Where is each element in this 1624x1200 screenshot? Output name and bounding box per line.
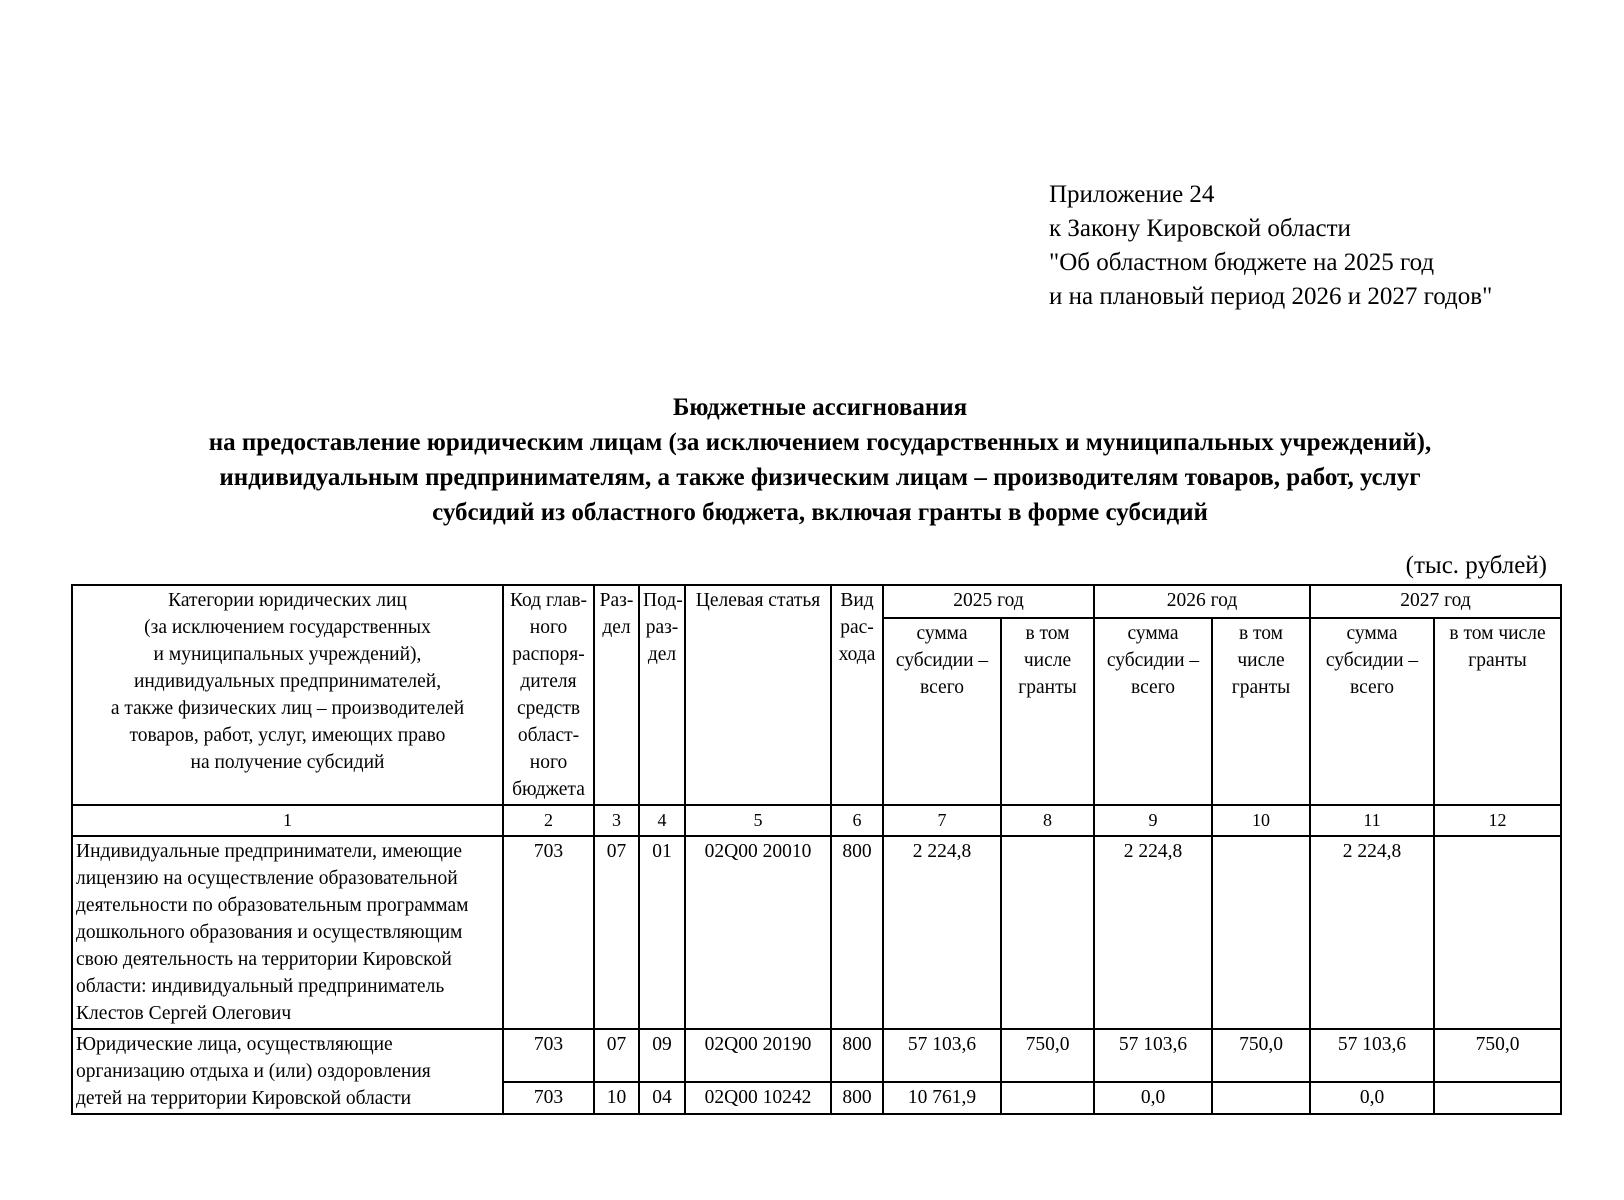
- row-subsection: 09: [639, 1029, 685, 1082]
- title-line: на предоставление юридическим лицам (за исключением государственных и муниципальных учреждений),: [208, 429, 1432, 456]
- row-grants-2026: 750,0: [1212, 1029, 1310, 1082]
- row-type: 800: [831, 836, 883, 1029]
- table-row: [72, 836, 1561, 1029]
- header-grants-2025: в том числе гранты: [1001, 618, 1094, 805]
- header-grants-2027: в том числе гранты: [1434, 618, 1561, 805]
- header-section: Раз- дел: [594, 585, 639, 805]
- column-number: 2: [503, 805, 594, 836]
- row-sum-2026: 0,0: [1094, 1082, 1212, 1114]
- header-sum-2025: сумма субсидии – всего: [883, 618, 1001, 805]
- column-number: 1: [72, 805, 503, 836]
- column-number: 9: [1094, 805, 1212, 836]
- header-sum-2027: сумма субсидии – всего: [1310, 618, 1434, 805]
- row-code: 703: [503, 1082, 594, 1114]
- row-code: 703: [503, 836, 594, 1029]
- title-line: субсидий из областного бюджета, включая гранты в форме субсидий: [432, 499, 1208, 526]
- row-subsection: 01: [639, 836, 685, 1029]
- header-row-years: [72, 585, 1561, 618]
- row-sum-2025: 2 224,8: [883, 836, 1001, 1029]
- row-target: 02Q00 20190: [685, 1029, 831, 1082]
- header-category: Категории юридических лиц (за исключением государственных и муниципальных учреждений), индивидуальных предпринимателей, а также физических лиц – производителей товаров, работ, услуг, имеющих право на получение субсидий: [72, 585, 503, 805]
- row-category: Юридические лица, осуществляющие организацию отдыха и (или) оздоровления детей на территории Кировской области: [72, 1029, 503, 1114]
- column-number: 6: [831, 805, 883, 836]
- column-number: 7: [883, 805, 1001, 836]
- title-line: Бюджетные ассигнования: [672, 394, 968, 421]
- header-year-2025: 2025 год: [883, 585, 1094, 618]
- column-number-row: [72, 805, 1561, 836]
- row-sum-2027: 0,0: [1310, 1082, 1434, 1114]
- row-grants-2027: [1434, 836, 1561, 1029]
- row-sum-2025: 57 103,6: [883, 1029, 1001, 1082]
- row-target: 02Q00 20010: [685, 836, 831, 1029]
- row-subsection: 04: [639, 1082, 685, 1114]
- appendix-line: к Закону Кировской области: [1049, 215, 1351, 242]
- row-section: 07: [594, 836, 639, 1029]
- row-grants-2025: [1001, 836, 1094, 1029]
- header-target: Целевая статья: [685, 585, 831, 805]
- column-number: 5: [685, 805, 831, 836]
- column-number: 10: [1212, 805, 1310, 836]
- header-year-2026: 2026 год: [1094, 585, 1310, 618]
- column-number: 12: [1434, 805, 1561, 836]
- row-grants-2025: [1001, 1082, 1094, 1114]
- row-section: 07: [594, 1029, 639, 1082]
- header-sum-2026: сумма субсидии – всего: [1094, 618, 1212, 805]
- row-grants-2027: [1434, 1082, 1561, 1114]
- row-sum-2026: 57 103,6: [1094, 1029, 1212, 1082]
- row-sum-2027: 57 103,6: [1310, 1029, 1434, 1082]
- row-sum-2025: 10 761,9: [883, 1082, 1001, 1114]
- row-code: 703: [503, 1029, 594, 1082]
- units-label: (тыс. рублей): [1405, 552, 1547, 579]
- row-target: 02Q00 10242: [685, 1082, 831, 1114]
- row-type: 800: [831, 1029, 883, 1082]
- column-number: 8: [1001, 805, 1094, 836]
- appendix-header: [1049, 178, 1492, 314]
- column-number: 3: [594, 805, 639, 836]
- header-subsection: Под- раз- дел: [639, 585, 685, 805]
- row-sum-2026: 2 224,8: [1094, 836, 1212, 1029]
- header-grants-2026: в том числе гранты: [1212, 618, 1310, 805]
- table-row: [72, 1029, 1561, 1082]
- budget-table: [71, 584, 1562, 1115]
- appendix-line: "Об областном бюджете на 2025 год: [1049, 249, 1435, 276]
- row-section: 10: [594, 1082, 639, 1114]
- appendix-line: и на плановый период 2026 и 2027 годов": [1049, 283, 1493, 310]
- row-grants-2026: [1212, 836, 1310, 1029]
- header-year-2027: 2027 год: [1310, 585, 1561, 618]
- document-title: [90, 390, 1550, 530]
- header-type: Вид рас- хода: [831, 585, 883, 805]
- row-type: 800: [831, 1082, 883, 1114]
- title-line: индивидуальным предпринимателям, а также физическим лицам – производителям товаров, работ, услуг: [219, 464, 1421, 491]
- row-sum-2027: 2 224,8: [1310, 836, 1434, 1029]
- row-category: Индивидуальные предприниматели, имеющие лицензию на осуществление образовательной деятельности по образовательным программам дошкольного образования и осуществляющим свою деятельность на территории Кировской области: индивидуальный предприниматель Клестов Сергей Олегович: [72, 836, 503, 1029]
- row-grants-2026: [1212, 1082, 1310, 1114]
- row-grants-2025: 750,0: [1001, 1029, 1094, 1082]
- column-number: 4: [639, 805, 685, 836]
- header-code: Код глав- ного распоря- дителя средств област- ного бюджета: [503, 585, 594, 805]
- appendix-line: Приложение 24: [1049, 181, 1215, 208]
- row-grants-2027: 750,0: [1434, 1029, 1561, 1082]
- column-number: 11: [1310, 805, 1434, 836]
